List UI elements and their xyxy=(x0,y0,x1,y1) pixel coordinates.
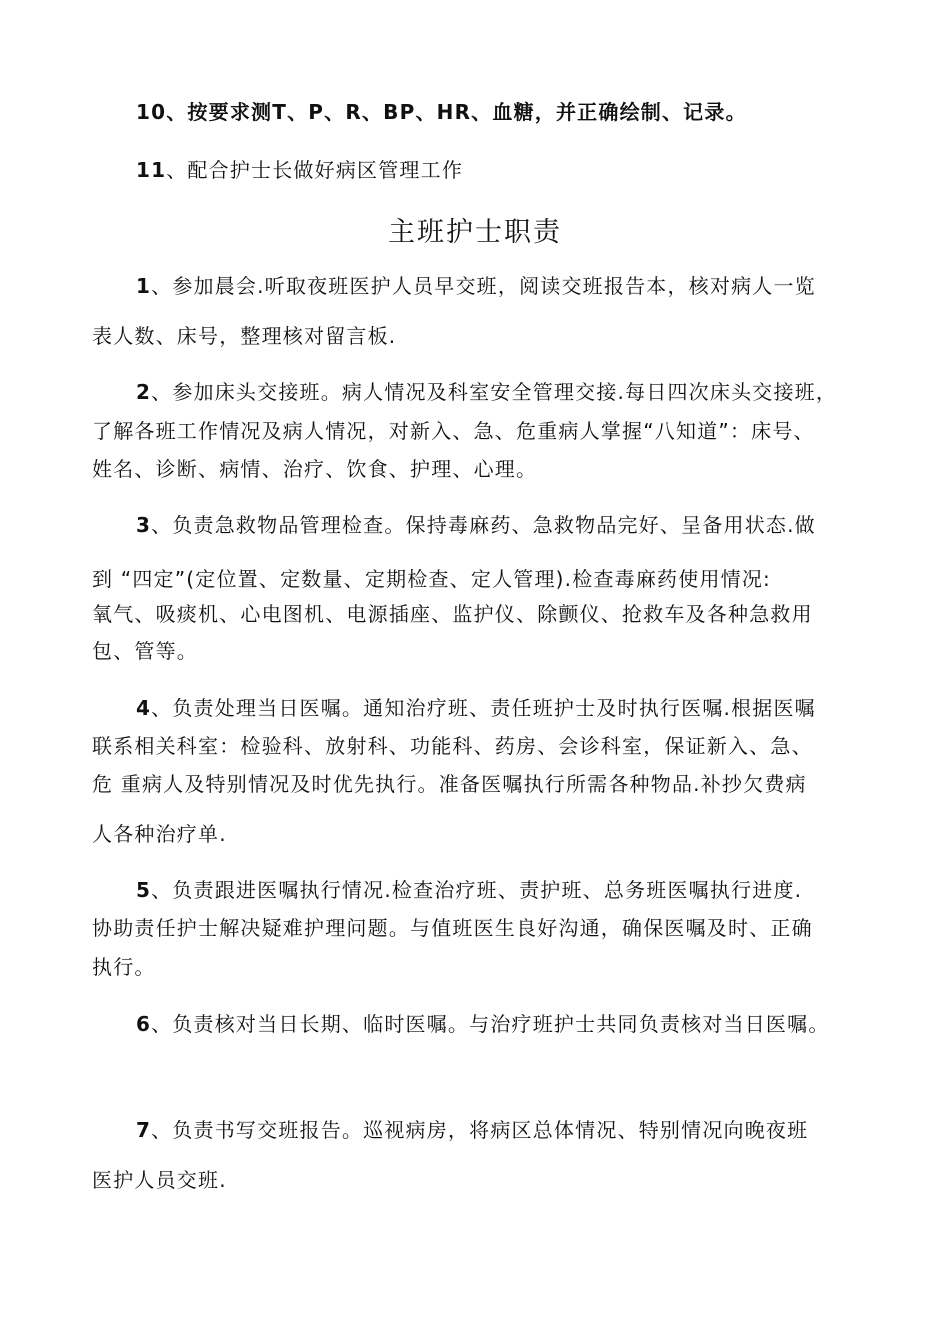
item-number: 4 xyxy=(136,696,152,720)
item-line: 医护人员交班. xyxy=(92,1168,227,1192)
item-line: 到 “四定”(定位置、定数量、定期检查、定人管理).检查毒麻药使用情况: xyxy=(92,567,771,591)
item-line: 表人数、床号，整理核对留言板. xyxy=(92,324,397,348)
item-number: 5 xyxy=(136,878,152,902)
item-line: 、参加床头交接班。病人情况及科室安全管理交接.每日四次床头交接班， xyxy=(151,380,838,404)
section-title: 主班护士职责 xyxy=(388,217,562,248)
item-line: 、参加晨会.听取夜班医护人员早交班，阅读交班报告本，核对病人一览 xyxy=(151,274,816,298)
item-line: 、负责处理当日医嘱。通知治疗班、责任班护士及时执行医嘱.根据医嘱 xyxy=(151,696,816,720)
item-line: 、负责跟进医嘱执行情况.检查治疗班、责护班、总务班医嘱执行进度. xyxy=(151,878,803,902)
item-line: 、负责核对当日长期、临时医嘱。与治疗班护士共同负责核对当日医嘱。 xyxy=(151,1012,830,1036)
item-number: 6 xyxy=(136,1012,152,1036)
item-line: 联系相关科室：检验科、放射科、功能科、药房、会诊科室，保证新入、急、 xyxy=(92,734,813,758)
item-number: 7 xyxy=(136,1118,152,1142)
list-item-11 xyxy=(136,156,950,184)
item-number: 10 xyxy=(136,100,167,124)
item-line: 人各种治疗单. xyxy=(92,822,227,846)
item-line: 姓名、诊断、病情、治疗、饮食、护理、心理。 xyxy=(92,457,538,481)
item-text: 、按要求测T、P、R、BP、HR、血糖，并正确绘制、记录。 xyxy=(166,100,747,124)
item-line: 危 重病人及特别情况及时优先执行。准备医嘱执行所需各种物品.补抄欠费病 xyxy=(92,772,807,796)
item-line: 包、管等。 xyxy=(92,639,198,663)
item-line: 执行。 xyxy=(92,955,156,979)
item-number: 2 xyxy=(136,380,152,404)
item-line: 了解各班工作情况及病人情况，对新入、急、危重病人掌握“八知道”：床号、 xyxy=(92,419,815,443)
item-line: 氧气、吸痰机、心电图机、电源插座、监护仪、除颤仪、抢救车及各种急救用 xyxy=(92,602,813,626)
item-number: 1 xyxy=(136,274,152,298)
item-line: 、负责急救物品管理检查。保持毒麻药、急救物品完好、呈备用状态.做 xyxy=(151,513,816,537)
item-line: 、负责书写交班报告。巡视病房，将病区总体情况、特别情况向晚夜班 xyxy=(151,1118,809,1142)
item-number: 3 xyxy=(136,513,152,537)
list-item-10 xyxy=(136,98,950,126)
item-line: 协助责任护士解决疑难护理问题。与值班医生良好沟通，确保医嘱及时、正确 xyxy=(92,916,813,940)
item-text: 、配合护士长做好病区管理工作 xyxy=(166,158,464,182)
item-number: 11 xyxy=(136,158,167,182)
